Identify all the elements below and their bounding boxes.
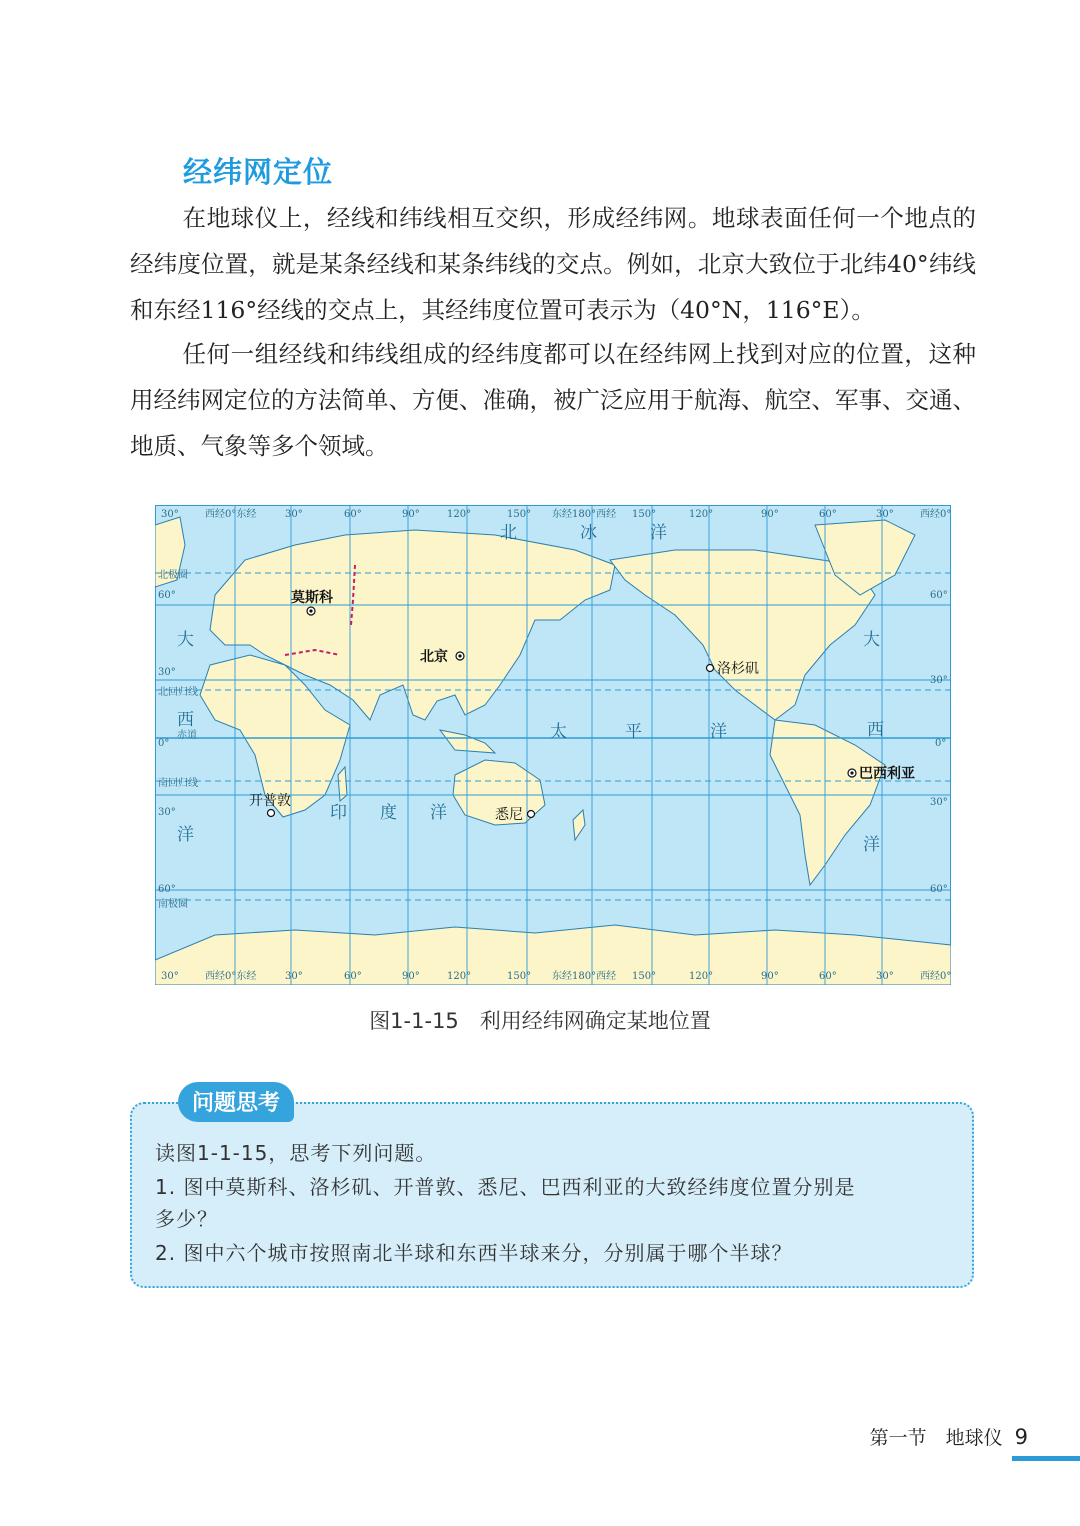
bottom-longitude-label: 东经180°西经 — [552, 971, 617, 982]
ocean-pacific-1: 太 — [550, 722, 567, 742]
top-longitude-label: 90° — [402, 509, 420, 520]
label-tropic-cancer: 北回归线 — [158, 687, 198, 698]
ocean-indian-2: 度 — [380, 803, 397, 823]
top-longitude-label: 120° — [689, 509, 714, 520]
top-longitude-label: 30° — [876, 509, 894, 520]
bottom-longitude-label: 西经0°东经 — [205, 971, 257, 982]
ocean-atlantic-w-3: 洋 — [177, 825, 194, 845]
footer-section: 第一节 地球仪 — [869, 1427, 1003, 1449]
label-lat-60n: 60° — [158, 590, 176, 601]
paragraph-2: 任何一组经线和纬线组成的经纬度都可以在经纬网上找到对应的位置，这种用经纬网定位的方法简单、方便、准确，被广泛应用于航海、航空、军事、交通、地质、气象等多个领域。 — [130, 340, 976, 460]
label-equator: 赤道 — [177, 730, 197, 741]
bottom-longitude-label: 150° — [507, 971, 532, 982]
bottom-longitude-label: 西经0° — [920, 971, 951, 982]
ocean-arctic-3: 洋 — [650, 523, 667, 543]
think-title: 问题思考 — [191, 1091, 280, 1116]
top-longitude-label: 60° — [819, 509, 837, 520]
ocean-arctic-1: 北 — [500, 523, 517, 543]
bottom-longitude-label: 30° — [876, 971, 894, 982]
top-longitude-label: 60° — [344, 509, 362, 520]
bottom-longitude-label: 30° — [161, 971, 179, 982]
bottom-longitude-label: 60° — [819, 971, 837, 982]
right-label-30s: 30° — [930, 797, 948, 808]
section-heading: 经纬网定位 — [183, 155, 334, 189]
paragraph-1: 在地球仪上，经线和纬线相互交织，形成经纬网。地球表面任何一个地点的经纬度位置，就是某条经线和某条纬线的交点。例如，北京大致位于北纬40°纬线和东经116°经线的交点上，其经纬度位置可表示为（40°N，116°E）。 — [130, 204, 976, 324]
question-1: 1. 图中莫斯科、洛杉矶、开普敦、悉尼、巴西利亚的大致经纬度位置分别是 — [155, 1175, 856, 1199]
label-antarctic-circle: 南极圈 — [158, 899, 188, 910]
top-longitude-label: 120° — [447, 509, 472, 520]
label-lat-30s: 30° — [158, 807, 176, 818]
bottom-longitude-label: 60° — [344, 971, 362, 982]
figure-caption: 图1-1-15 利用经纬网确定某地位置 — [369, 1009, 711, 1033]
city-brasilia — [848, 765, 915, 782]
ocean-indian-1: 印 — [330, 803, 347, 823]
bottom-longitude-label: 90° — [402, 971, 420, 982]
top-longitude-label: 90° — [761, 509, 779, 520]
svg-text:北京: 北京 — [420, 649, 448, 665]
bottom-longitude-label: 150° — [632, 971, 657, 982]
top-longitude-label: 西经0°东经 — [205, 509, 257, 520]
ocean-atlantic-e-3: 洋 — [863, 835, 880, 855]
question-2: 2. 图中六个城市按照南北半球和东西半球来分，分别属于哪个半球？ — [155, 1241, 793, 1265]
page-number: 9 — [1014, 1425, 1028, 1449]
svg-text:悉尼: 悉尼 — [495, 807, 523, 823]
top-longitude-label: 30° — [161, 509, 179, 520]
page-footer — [870, 1423, 1028, 1450]
ocean-indian-3: 洋 — [430, 803, 447, 823]
ocean-pacific-2: 平 — [625, 722, 642, 742]
right-label-60s: 60° — [930, 884, 948, 895]
bottom-longitude-label: 120° — [689, 971, 714, 982]
svg-text:巴西利亚: 巴西利亚 — [859, 766, 915, 782]
world-map — [155, 505, 951, 985]
svg-text:莫斯科: 莫斯科 — [291, 590, 333, 606]
bottom-longitude-label: 120° — [447, 971, 472, 982]
ocean-atlantic-e-1: 大 — [863, 630, 880, 650]
label-lat-30n: 30° — [158, 667, 176, 678]
ocean-atlantic-w-1: 大 — [177, 630, 194, 650]
label-lat-0: 0° — [158, 738, 170, 749]
bottom-longitude-label: 90° — [761, 971, 779, 982]
ocean-atlantic-w-2: 西 — [177, 710, 194, 730]
svg-text:洛杉矶: 洛杉矶 — [717, 661, 759, 677]
right-label-0: 0° — [935, 738, 947, 749]
top-longitude-label: 东经180°西经 — [552, 509, 617, 520]
ocean-pacific-3: 洋 — [710, 722, 727, 742]
top-longitude-label: 西经0° — [920, 509, 951, 520]
top-longitude-label: 150° — [507, 509, 532, 520]
svg-text:开普敦: 开普敦 — [249, 793, 291, 809]
right-label-60n: 60° — [930, 590, 948, 601]
label-lat-60s: 60° — [158, 884, 176, 895]
right-label-30n: 30° — [930, 675, 948, 686]
question-1-cont: 多少？ — [155, 1207, 218, 1231]
think-intro: 读图1-1-15，思考下列问题。 — [155, 1141, 437, 1165]
label-tropic-capricorn: 南回归线 — [158, 778, 198, 789]
footer-bar — [1012, 1456, 1080, 1461]
ocean-atlantic-e-2: 西 — [867, 720, 884, 740]
top-longitude-label: 30° — [285, 509, 303, 520]
top-longitude-label: 150° — [632, 509, 657, 520]
ocean-arctic-2: 冰 — [580, 523, 597, 543]
label-arctic-circle: 北极圈 — [158, 570, 188, 581]
bottom-longitude-label: 30° — [285, 971, 303, 982]
